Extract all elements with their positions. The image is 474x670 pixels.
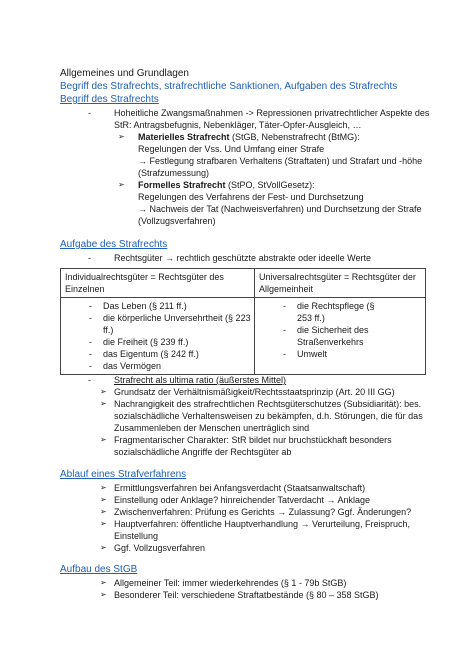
list-item: - Das Leben (§ 211 ff.)	[89, 301, 187, 311]
arrow-bullet-icon: ➢	[100, 399, 107, 408]
dash-bullet: -	[88, 253, 91, 263]
term-detail: (StPO, StVollGesetz):	[225, 180, 315, 190]
table-row	[61, 298, 426, 375]
dash-bullet: -	[88, 375, 91, 385]
paragraph-line: Regelungen der Vss. Und Umfang einer Strafe	[138, 144, 325, 154]
list-item: - die Sicherheit des	[283, 325, 369, 335]
formelles-strafrecht-line	[138, 179, 315, 191]
paragraph-line: (Vollzugsverfahren)	[138, 216, 216, 226]
paragraph-line: Zusammenleben der Menschen unerträglich sind	[114, 423, 310, 433]
list-item: - die körperliche Unversehrtheit (§ 223	[89, 313, 251, 323]
paragraph-line: sozialschädliche Verhaltensweisen zu bekämpfen, d.h. Störungen, die für das	[114, 411, 423, 421]
section-title-ablauf: Ablauf eines Strafverfahrens	[60, 469, 187, 480]
section-title-aufbau: Aufbau des StGB	[60, 564, 138, 575]
paragraph-line: Grundsatz der Verhältnismäßigkeit/Rechtsstaatsprinzip (Art. 20 III GG)	[114, 387, 395, 397]
paragraph-line: Rechtsgüter → rechtlich geschützte abstrakte oder ideelle Werte	[114, 253, 371, 263]
bold-term: Materielles Strafrecht	[138, 132, 230, 142]
list-item: Ermittlungsverfahren bei Anfangsverdacht (Staatsanwaltschaft)	[114, 483, 366, 493]
list-item-continuation: Einstellung	[114, 531, 159, 541]
table-header-row	[61, 269, 426, 298]
table-cell	[255, 298, 426, 375]
list-item: Einstellung oder Anklage? hinreichender Tatverdacht → Anklage	[114, 495, 371, 505]
term-detail: (StGB, Nebenstrafrecht (BtMG):	[229, 132, 360, 142]
arrow-bullet-icon: ➢	[100, 578, 107, 587]
section-title-aufgabe: Aufgabe des Strafrechts	[60, 239, 168, 250]
arrow-bullet-icon: ➢	[100, 590, 107, 599]
arrow-bullet-icon: ➢	[100, 495, 107, 504]
list-item: Straßenverkehrs	[297, 337, 364, 347]
list-item: - die Freiheit (§ 239 ff.)	[89, 337, 189, 347]
list-item: Ggf. Vollzugsverfahren	[114, 543, 206, 553]
list-item: - das Vermögen	[89, 361, 162, 371]
arrow-bullet-icon: ➢	[100, 387, 107, 396]
rechtsgueter-table	[60, 268, 426, 375]
list-item: Zwischenverfahren: Prüfung es Gerichts → Zulassung? Ggf. Änderungen?	[114, 507, 412, 517]
paragraph-line: StR: Antragsbefugnis, Nebenkläger, Täter-Opfer-Ausgleich, …	[114, 120, 362, 130]
list-item: 253 ff.)	[297, 313, 325, 323]
list-item: - Umwelt	[283, 349, 328, 359]
list-item: - die Rechtspflege (§	[283, 301, 375, 311]
document-heading: Allgemeines und Grundlagen	[60, 68, 189, 79]
dash-bullet: -	[88, 108, 91, 118]
list-item: - das Eigentum (§ 242 ff.)	[89, 349, 199, 359]
paragraph-line: → Festlegung strafbaren Verhaltens (Straftaten) und Strafart und -höhe	[138, 156, 423, 166]
section-title-begriff: Begriff des Strafrechts	[60, 94, 159, 105]
arrow-bullet-icon: ➢	[100, 483, 107, 492]
arrow-bullet-icon: ➢	[100, 507, 107, 516]
paragraph-line: Nachrangigkeit des strafrechtlichen Rechtsgüterschutzes (Subsidiarität): bes.	[114, 399, 422, 409]
table-header-cell: Individualrechtsgüter = Rechtsgüter des Einzelnen	[61, 269, 255, 298]
arrow-bullet-icon: ➢	[100, 435, 107, 444]
arrow-bullet-icon: ➢	[100, 519, 107, 528]
paragraph-line: (Strafzumessung)	[138, 168, 210, 178]
arrow-bullet-icon: ➢	[100, 543, 107, 552]
list-item: Besonderer Teil: verschiedene Straftatbestände (§ 80 – 358 StGB)	[114, 590, 379, 600]
paragraph-line: sozialschädliche Angriffe der Rechtsgüter ab	[114, 447, 292, 457]
paragraph-line: Fragmentarischer Charakter: StR bildet nur bruchstückhaft besonders	[114, 435, 392, 445]
materielles-strafrecht-line	[138, 131, 360, 143]
table-header-cell: Universalrechtsgüter = Rechtsgüter der Allgemeinheit	[255, 269, 426, 298]
arrow-bullet-icon: ➢	[118, 180, 125, 189]
paragraph-line: Hoheitliche Zwangsmaßnahmen -> Repressionen privatrechtlicher Aspekte des	[114, 108, 430, 118]
paragraph-line: Regelungen des Verfahrens der Fest- und Durchsetzung	[138, 192, 364, 202]
bold-term: Formelles Strafrecht	[138, 180, 226, 190]
document-subheading: Begriff des Strafrechts, strafrechtliche Sanktionen, Aufgaben des Strafrechts	[60, 81, 398, 92]
list-item: ff.)	[103, 325, 114, 335]
list-item: Hauptverfahren: öffentliche Hauptverhandlung → Verurteilung, Freispruch,	[114, 519, 411, 529]
arrow-bullet-icon: ➢	[118, 132, 125, 141]
ultima-ratio-title: Strafrecht als ultima ratio (äußerstes Mittel)	[114, 375, 287, 385]
paragraph-line: → Nachweis der Tat (Nachweisverfahren) und Durchsetzung der Strafe	[138, 204, 422, 214]
table-cell	[61, 298, 255, 375]
list-item: Allgemeiner Teil: immer wiederkehrendes (§ 1 - 79b StGB)	[114, 578, 347, 588]
